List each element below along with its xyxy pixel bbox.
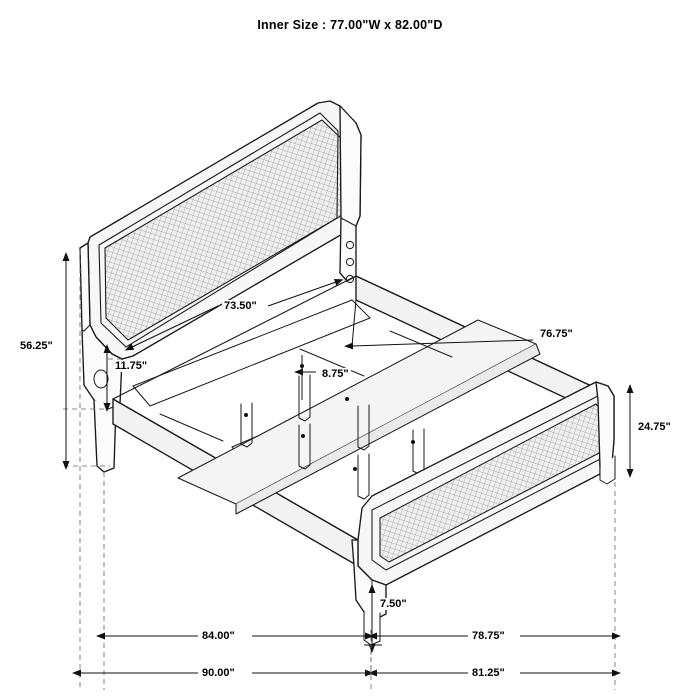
- dimension-label-rail-length: 76.75": [540, 328, 573, 340]
- dimension-label-outer-right-span: 81.25": [472, 667, 505, 679]
- dimension-label-inner-right-span: 78.75": [472, 630, 505, 642]
- dimension-label-outer-left-span: 90.00": [202, 667, 235, 679]
- dimension-label-footboard-height: 24.75": [638, 421, 671, 433]
- dimension-label-inner-left-span: 84.00": [202, 630, 235, 642]
- dimension-label-headboard-width: 73.50": [224, 300, 257, 312]
- dimension-label-slat-height: 8.75": [322, 368, 349, 380]
- dimension-label-clearance: 11.75": [115, 360, 148, 372]
- dimension-label-leg-height: 7.50": [380, 598, 407, 610]
- page-title: Inner Size : 77.00"W x 82.00"D: [257, 18, 443, 32]
- dimension-label-overall-height: 56.25": [20, 340, 53, 352]
